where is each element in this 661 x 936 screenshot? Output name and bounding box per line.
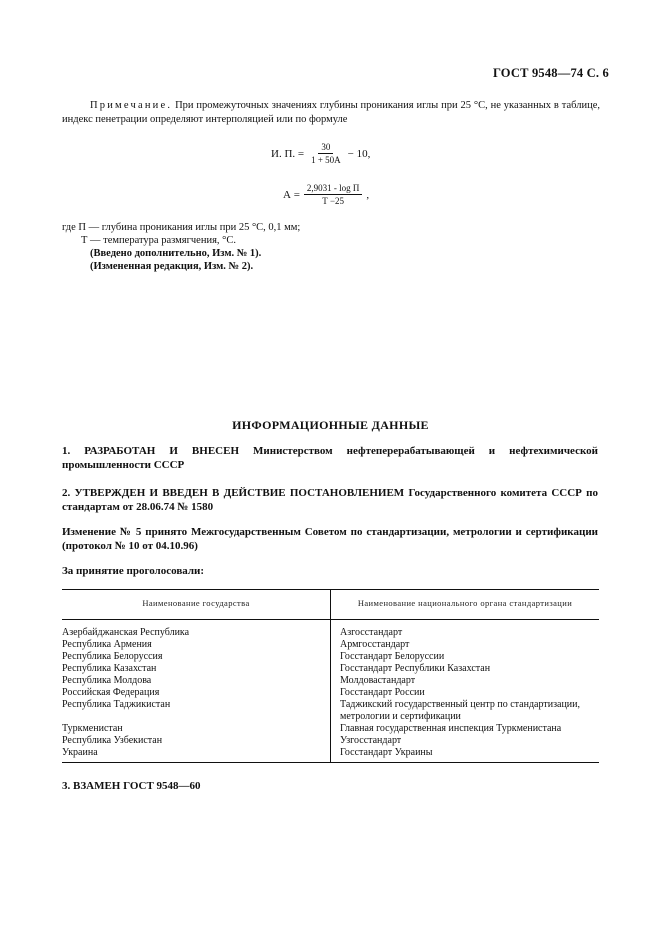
table-cell-state: Республика Белоруссия (62, 651, 163, 662)
table-column-divider (330, 590, 331, 762)
table-cell-body: Госстандарт Украины (340, 747, 433, 758)
a-coefficient-formula (283, 183, 369, 206)
penetration-index-formula (271, 142, 370, 165)
voted-label: За принятие проголосовали: (62, 565, 205, 577)
definition-t: Т — температура размягчения, °С. (81, 235, 236, 246)
table-bottom-border (62, 762, 599, 763)
info-approved: 2. УТВЕРЖДЕН И ВВЕДЕН В ДЕЙСТВИЕ ПОСТАНОВЛЕНИЕМ Государственного комитета СССР по стандартам от 28.06.74 № 1580 (62, 487, 598, 513)
formula2-denominator: Т −25 (322, 196, 345, 206)
formula2-rhs: , (366, 188, 370, 201)
page-header: ГОСТ 9548—74 С. 6 (492, 66, 609, 80)
note-text: При промежуточных значениях глубины проникания иглы при 25 °С, не указанных в таблице, индекс пенетрации определяют интерполяцией или по формуле (62, 100, 600, 125)
formula2-lhs: А = (283, 188, 300, 201)
formula2-fraction (304, 183, 363, 206)
table-cell-body: Молдовастандарт (340, 675, 416, 686)
formula1-numerator: 30 (318, 142, 333, 154)
info-replaces: 3. ВЗАМЕН ГОСТ 9548—60 (62, 780, 201, 792)
table-cell-body: Армгосстандарт (340, 639, 410, 650)
formula1-rhs: − 10, (347, 147, 371, 160)
amendment-note-2: (Измененная редакция, Изм. № 2). (90, 261, 254, 272)
table-cell-body: Узгосстандарт (340, 735, 402, 746)
note-label: Примечание. (90, 100, 173, 111)
amendment-note-1: (Введено дополнительно, Изм. № 1). (90, 248, 262, 259)
table-cell-state: Туркменистан (62, 723, 123, 734)
info-amendment: Изменение № 5 принято Межгосударственным Советом по стандартизации, метрологии и сертификации (протокол № 10 от 04.10.96) (62, 526, 598, 552)
table-cell-state: Украина (62, 747, 98, 758)
table-cell-state: Республика Таджикистан (62, 699, 171, 710)
info-developed: 1. РАЗРАБОТАН И ВНЕСЕН Министерством нефтеперерабатывающей и нефтехимической промышленности СССР (62, 445, 598, 471)
variable-definitions (62, 221, 300, 273)
table-cell-state: Республика Узбекистан (62, 735, 163, 746)
table-header-state: Наименование государства (142, 598, 250, 608)
formula1-denominator: 1 + 50А (311, 155, 341, 165)
table-cell-state: Азербайджанская Республика (62, 627, 190, 638)
table-cell-state: Республика Армения (62, 639, 152, 650)
formula1-fraction (308, 142, 344, 165)
note-paragraph (62, 99, 600, 127)
table-cell-state: Республика Казахстан (62, 663, 157, 674)
table-cell-body: Таджикский государственный центр по стандартизации, метрологии и сертификации (340, 699, 581, 722)
table-cell-state: Республика Молдова (62, 675, 152, 686)
table-cell-state: Российская Федерация (62, 687, 160, 698)
formula1-lhs: И. П. = (271, 147, 305, 160)
table-column-states (62, 627, 324, 759)
table-cell-body: Главная государственная инспекция Туркменистана (340, 723, 562, 734)
table-cell-body: Госстандарт Республики Казахстан (340, 663, 491, 674)
table-cell-body: Азгосстандарт (340, 627, 403, 638)
definition-p: где П — глубина проникания иглы при 25 °С, 0,1 мм; (62, 222, 301, 233)
table-header-body: Наименование национального органа стандартизации (357, 598, 573, 608)
table-cell-body: Госстандарт России (340, 687, 425, 698)
table-column-bodies (340, 627, 600, 759)
table-cell-body: Госстандарт Белоруссии (340, 651, 445, 662)
formula2-numerator: 2,9031 - log П (304, 183, 363, 195)
info-title: ИНФОРМАЦИОННЫЕ ДАННЫЕ (232, 418, 429, 432)
